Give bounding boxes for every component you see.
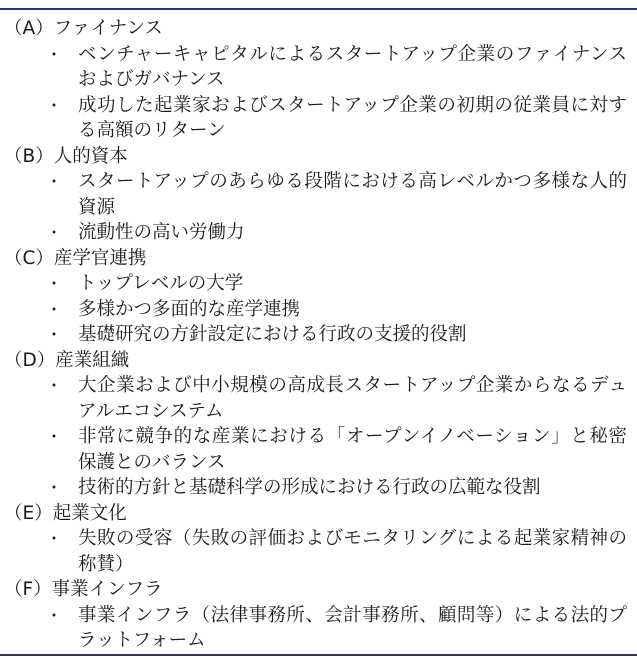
bullet-icon: ・ bbox=[46, 95, 63, 115]
bullet-icon: ・ bbox=[46, 529, 63, 548]
section-heading: （E）起業文化 bbox=[4, 502, 127, 524]
list-item bbox=[0, 424, 637, 475]
list-item-text: 基礎研究の方針設定における行政の支援的役割 bbox=[78, 324, 467, 345]
list-item bbox=[0, 169, 637, 220]
list-item bbox=[0, 475, 637, 501]
list-item-text: 技術的方針と基礎科学の形成における行政の広範な役割 bbox=[78, 477, 541, 498]
list-item bbox=[0, 297, 637, 323]
bullet-icon: ・ bbox=[46, 478, 63, 497]
list-item bbox=[0, 373, 637, 424]
list-item-text: 成功した起業家およびスタートアップ企業の初期の従業員に対する高額のリターン bbox=[78, 94, 627, 141]
section-heading: （B）人的資本 bbox=[4, 145, 128, 167]
section-heading: （C）産学官連携 bbox=[4, 247, 147, 269]
list-item-text: スタートアップのあらゆる段階における高レベルかつ多様な人的資源 bbox=[78, 171, 627, 218]
list-item-text: ベンチャーキャピタルによるスタートアップ企業のファイナンスおよびガバナンス bbox=[78, 43, 627, 90]
bullet-icon: ・ bbox=[46, 299, 63, 319]
list-item bbox=[0, 526, 637, 577]
list-item-text: 事業インフラ（法律事務所、会計事務所、顧問等）による法的プラットフォーム bbox=[78, 604, 627, 651]
list-item bbox=[0, 271, 637, 297]
bullet-icon: ・ bbox=[46, 274, 63, 293]
section-heading: （F）事業インフラ bbox=[4, 579, 163, 600]
list-item-text: 大企業および中小規模の高成長スタートアップ企業からなるデュアルエコシステム bbox=[78, 375, 627, 422]
list-item bbox=[0, 603, 637, 654]
bullet-icon: ・ bbox=[46, 223, 63, 242]
list-item-text: 流動性の高い労働力 bbox=[78, 222, 245, 243]
list-item bbox=[0, 42, 637, 93]
bullet-icon: ・ bbox=[46, 172, 63, 191]
list-item-text: トップレベルの大学 bbox=[78, 273, 244, 294]
bullet-icon: ・ bbox=[46, 325, 63, 344]
list-item bbox=[0, 322, 637, 348]
bullet-icon: ・ bbox=[46, 44, 63, 64]
list-item-text: 多様かつ多面的な産学連携 bbox=[78, 298, 301, 320]
section-heading: （D）産業組織 bbox=[4, 349, 130, 371]
list-item bbox=[0, 220, 637, 246]
bullet-icon: ・ bbox=[46, 376, 63, 395]
top-rule bbox=[0, 8, 637, 10]
list-item-text: 失敗の受容（失敗の評価およびモニタリングによる起業家精神の称賛） bbox=[78, 528, 627, 575]
list-item bbox=[0, 93, 637, 144]
bottom-rule bbox=[0, 654, 637, 656]
bullet-icon: ・ bbox=[46, 427, 63, 446]
section-heading: （A）ファイナンス bbox=[4, 18, 163, 39]
bullet-icon: ・ bbox=[46, 605, 63, 625]
factor-list bbox=[0, 16, 637, 654]
list-item-text: 非常に競争的な産業における「オープンイノベーション」と秘密保護とのバランス bbox=[78, 426, 627, 473]
